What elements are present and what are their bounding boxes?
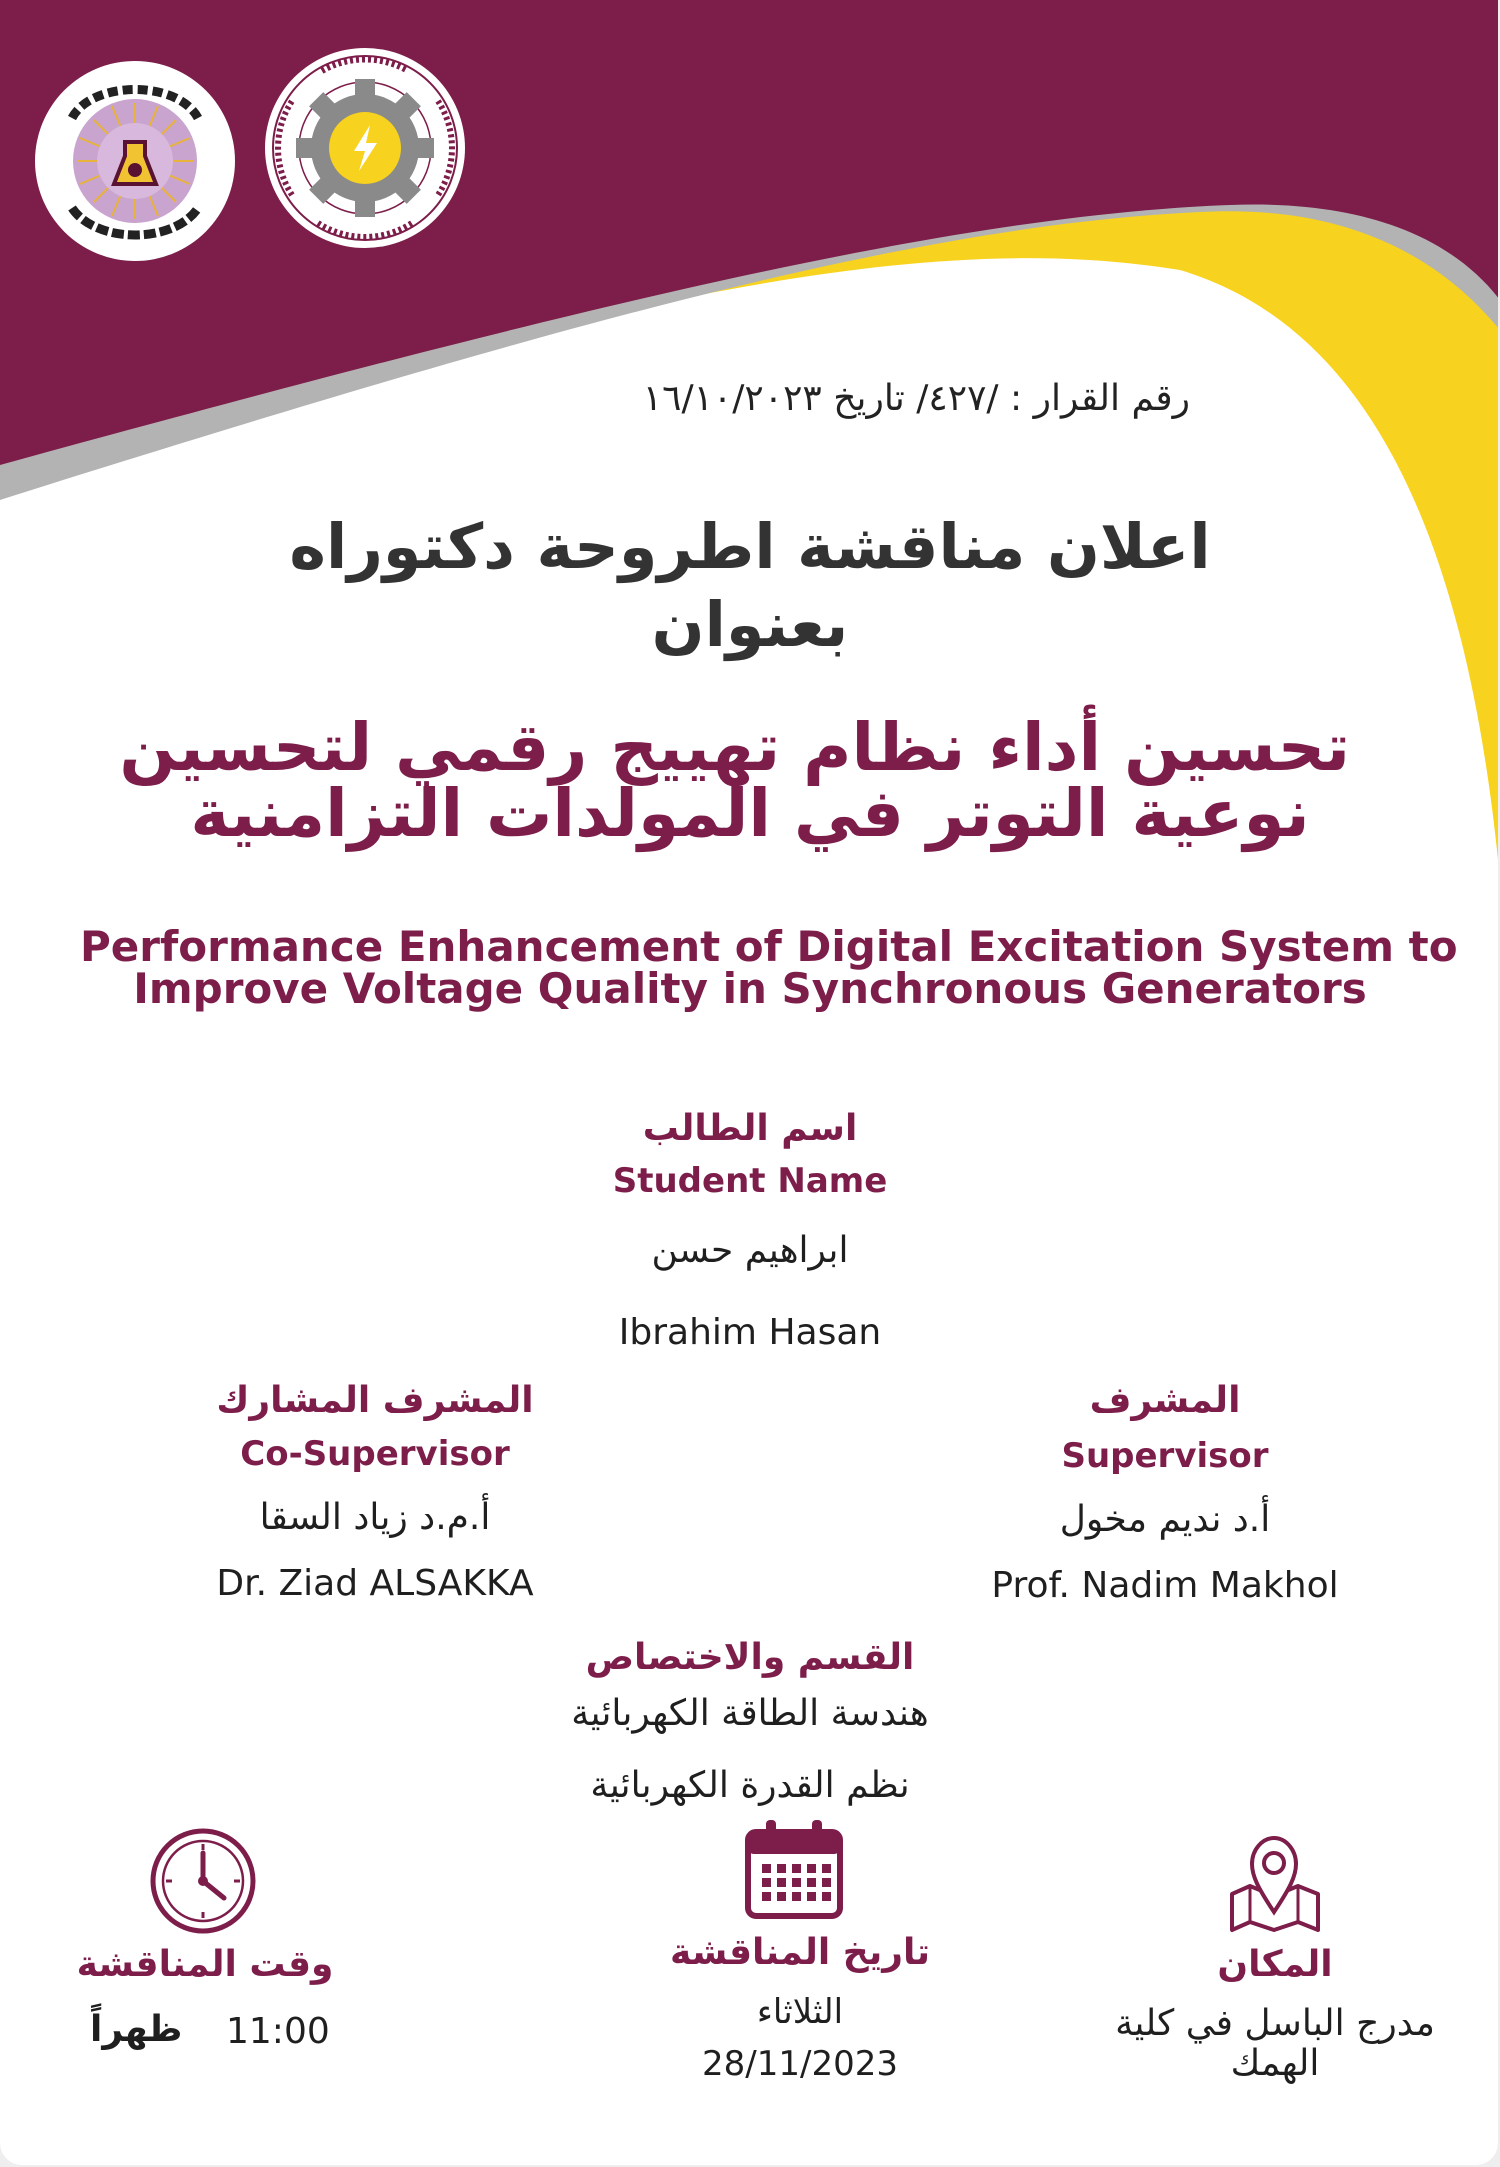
- thesis-title-en: [80, 922, 1458, 1013]
- co-supervisor-name-en: Dr. Ziad ALSAKKA: [216, 1563, 534, 1604]
- department-label: القسم والاختصاص: [585, 1637, 915, 1678]
- place-line-2: الهمك: [1230, 2043, 1320, 2084]
- co-supervisor-label-ar: المشرف المشارك: [216, 1380, 534, 1421]
- student-name-ar: ابراهيم حسن: [651, 1230, 849, 1271]
- thesis-title-en-line-2: Improve Voltage Quality in Synchronous Generators: [133, 964, 1367, 1013]
- svg-text:.: .: [292, 67, 295, 75]
- announcement-heading: [250, 508, 1250, 664]
- supervisor-name-en: Prof. Nadim Makhol: [991, 1565, 1339, 1606]
- time-value: 11:00: [226, 2011, 330, 2052]
- thesis-title-en-line-1: Performance Enhancement of Digital Excitation System to: [80, 922, 1458, 971]
- specialization-name: نظم القدرة الكهربائية: [590, 1765, 910, 1806]
- place-section: [1080, 1942, 1470, 2084]
- department-section: [500, 1636, 1000, 1808]
- department-name: هندسة الطاقة الكهربائية: [571, 1693, 929, 1734]
- supervisor-section: [965, 1378, 1365, 1608]
- thesis-title-ar-line-1: تحسين أداء نظام تهييج رقمي لتحسين: [119, 709, 1350, 786]
- date-value: 28/11/2023: [702, 2044, 898, 2084]
- co-supervisor-label-en: Co-Supervisor: [240, 1434, 510, 1474]
- thesis-title-ar-line-2: نوعية التوتر في المولدات التزامنية: [190, 775, 1310, 852]
- student-name-en: Ibrahim Hasan: [618, 1312, 882, 1353]
- student-section: [550, 1107, 950, 1355]
- time-period: ظهراً: [90, 2009, 183, 2050]
- time-label: وقت المناقشة: [76, 1944, 334, 1985]
- date-label: تاريخ المناقشة: [670, 1932, 930, 1973]
- map-pin-icon: [1222, 1830, 1326, 1934]
- announcement-line-1: اعلان مناقشة اطروحة دكتوراه: [289, 510, 1211, 583]
- announcement-line-2: بعنوان: [651, 588, 849, 661]
- student-label-ar: اسم الطالب: [642, 1108, 858, 1149]
- thesis-title-ar: [119, 709, 1350, 852]
- student-label-en: Student Name: [612, 1161, 888, 1201]
- clock-icon: [148, 1826, 258, 1936]
- supervisor-label-en: Supervisor: [1061, 1436, 1269, 1476]
- calendar-icon: [742, 1818, 846, 1922]
- damascus-university-logo: [32, 58, 238, 264]
- faculty-logo: [262, 45, 468, 251]
- supervisor-name-ar: أ.د نديم مخول: [1059, 1499, 1271, 1540]
- place-label: المكان: [1217, 1944, 1333, 1985]
- decision-number: رقم القرار : /٤٢٧/ تاريخ ١٦/١٠/٢٠٢٣: [642, 378, 1190, 419]
- co-supervisor-section: [175, 1378, 575, 1606]
- supervisor-label-ar: المشرف: [1089, 1380, 1241, 1421]
- date-section: [620, 1930, 980, 2086]
- date-day: الثلاثاء: [756, 1992, 844, 2032]
- co-supervisor-name-ar: أ.م.د زياد السقا: [259, 1497, 491, 1538]
- place-line-1: مدرج الباسل في كلية: [1115, 2003, 1435, 2044]
